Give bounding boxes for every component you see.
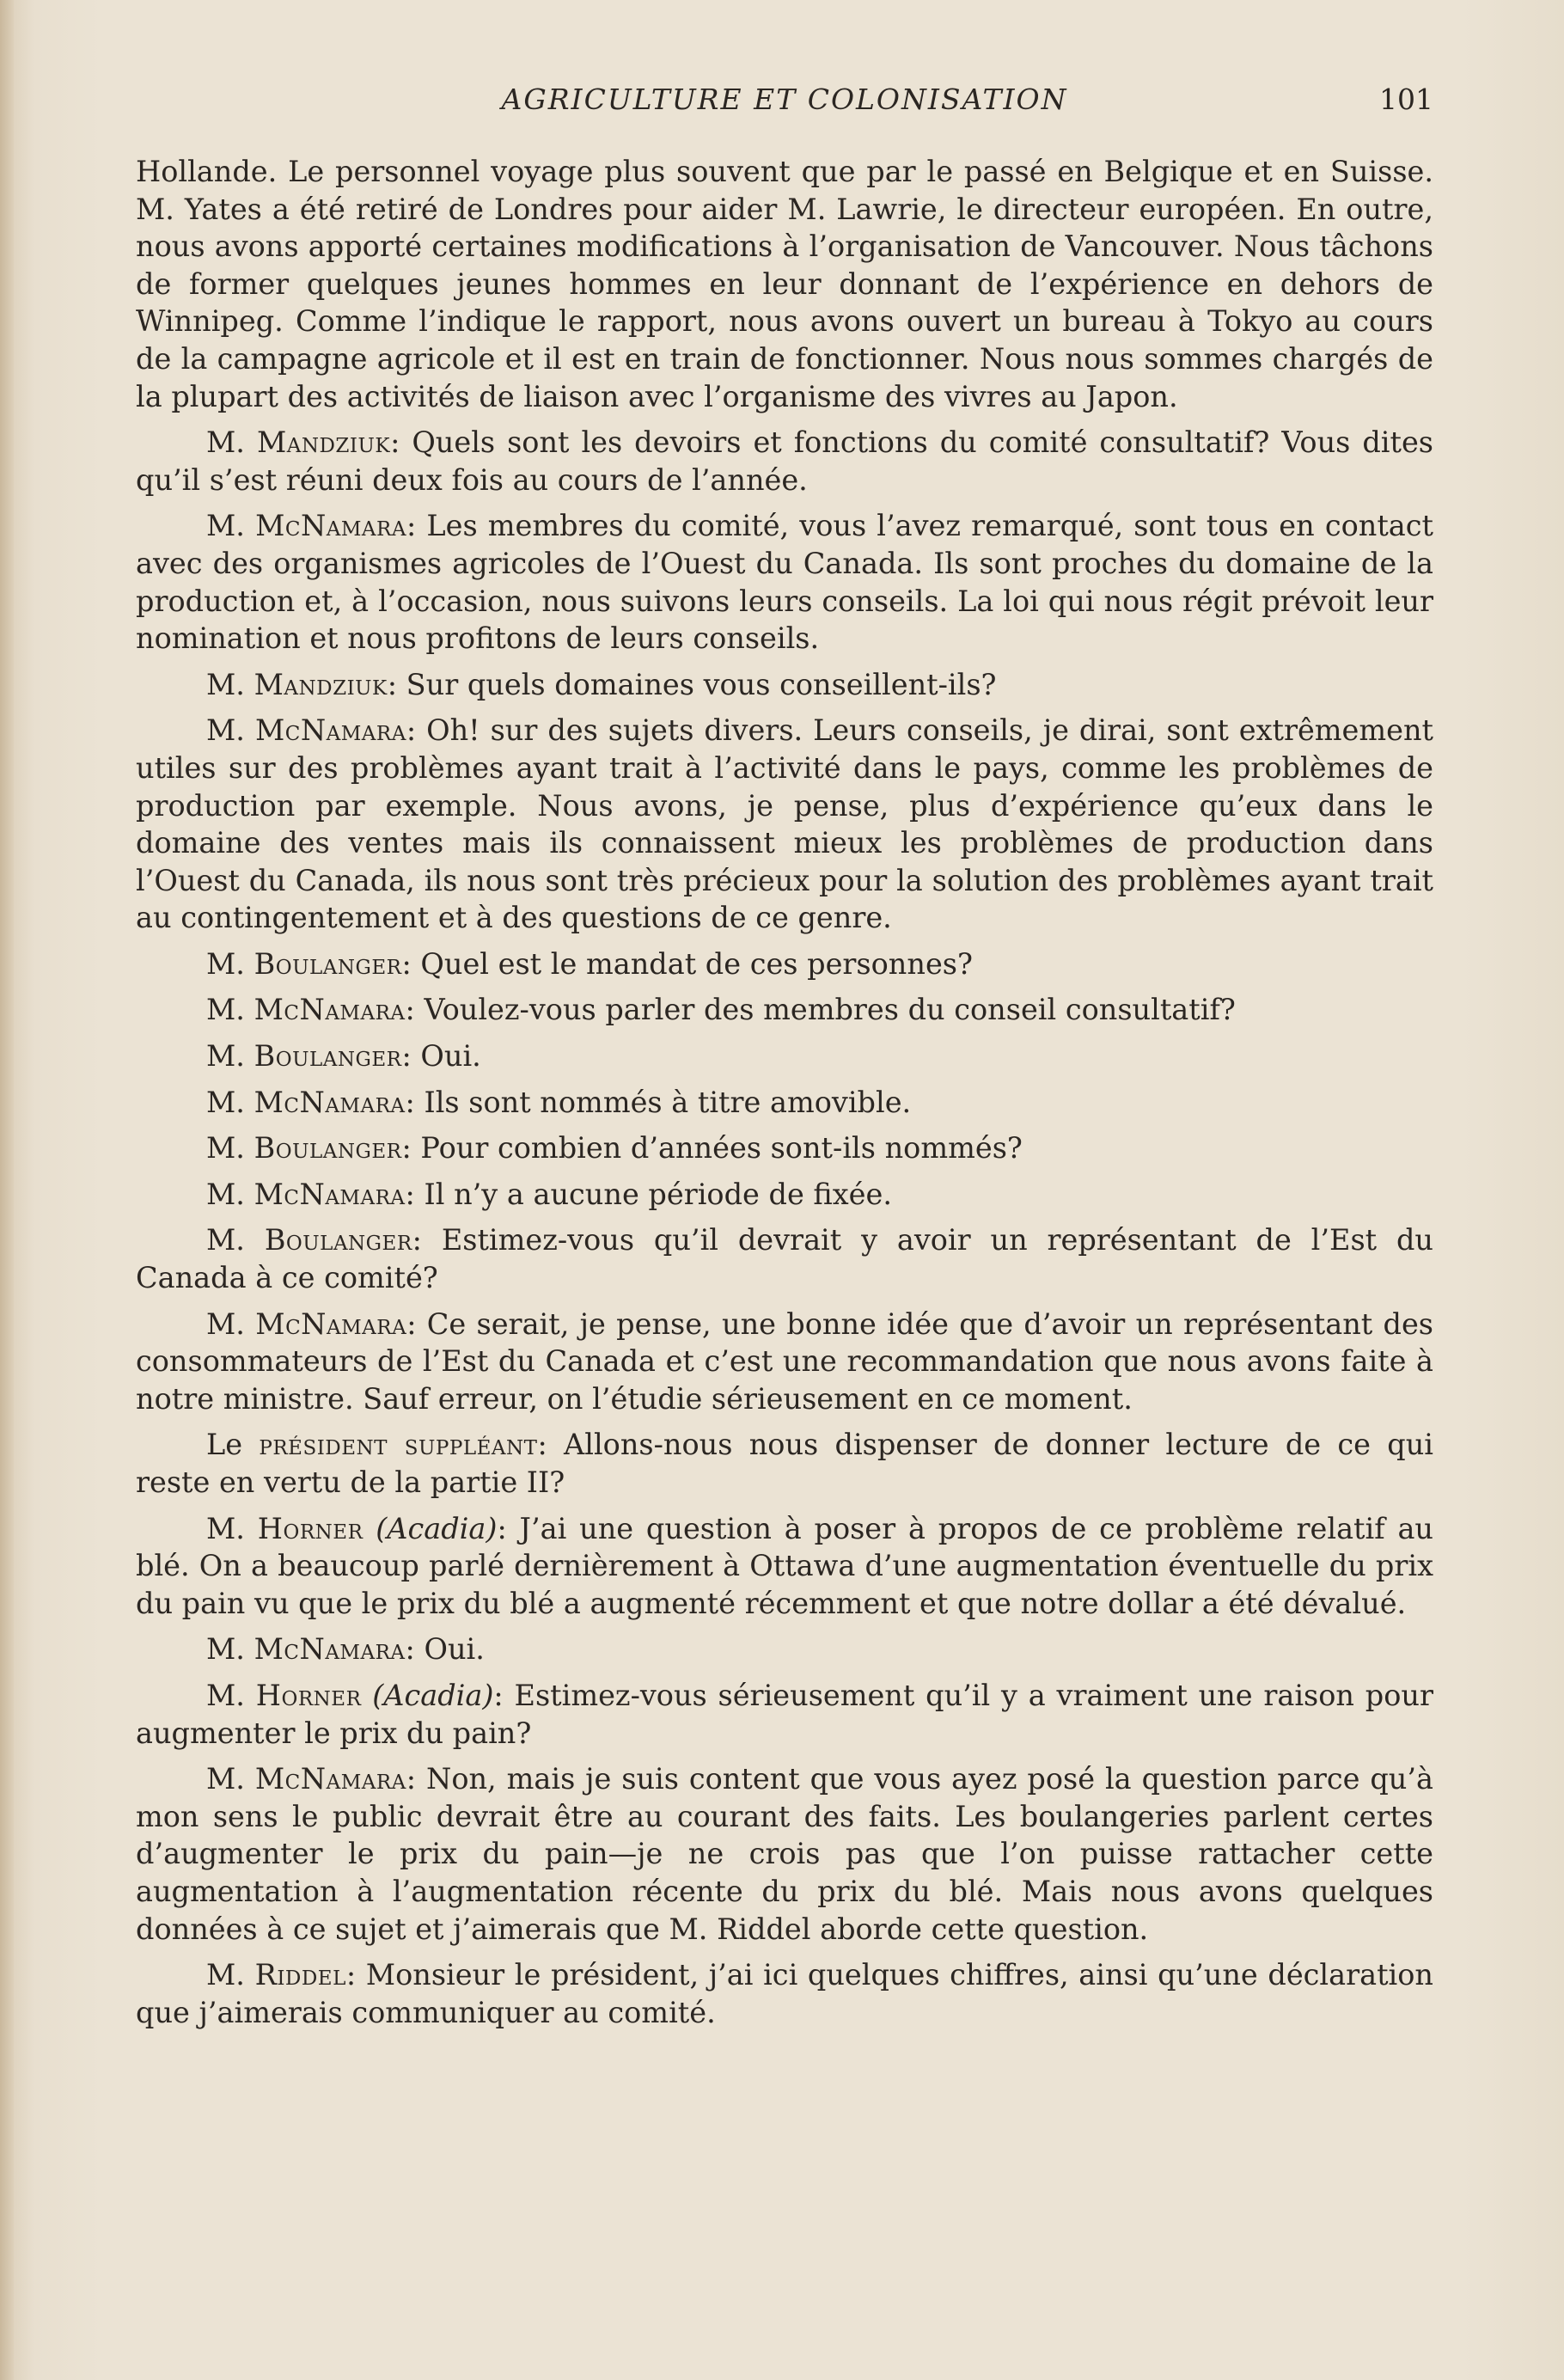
speaker-name: Boulanger [254,1039,402,1074]
speaker-prefix: M. [206,667,245,701]
paragraph-text: Voulez-vous parler des membres du conseil consultatif? [414,993,1236,1027]
speaker-prefix: M. [206,1177,245,1211]
speaker-colon: : [401,1131,412,1166]
dialogue-paragraph [136,1084,1433,1122]
speaker-colon: : [537,1428,547,1462]
body-text [136,153,1433,2040]
paragraph-text: Estimez-vous qu’il devrait y avoir un représentant de l’Est du Canada à ce comité? [136,1223,1433,1295]
speaker-colon: : [497,1511,507,1545]
dialogue-paragraph [136,1426,1433,1501]
speaker-prefix: M. [206,1306,245,1341]
dialogue-paragraph [136,1760,1433,1948]
speaker-colon: : [405,1177,415,1211]
dialogue-paragraph [136,666,1433,704]
speaker-colon: : [406,713,417,748]
dialogue-paragraph [136,1176,1433,1214]
speaker-prefix: M. [206,1958,245,1992]
paragraph-text: Oui. [411,1039,481,1074]
speaker-name: McNamara [254,993,406,1027]
speaker-colon: : [406,509,417,543]
dialogue-paragraph [136,712,1433,937]
paragraph-text: Hollande. Le personnel voyage plus souvent que par le passé en Belgique et en Suisse. M. Yates a été retiré de Londres pour aider M. Lawrie, le directeur européen. En outre, nous avons apporté certaines modifications à l’organisation de Vancouver. Nous tâchons de former quelques jeunes hommes en leur donnant de l’expérience en dehors de Winnipeg. Comme l’indique le rapport, nous avons ouvert un bureau à Tokyo au cours de la campagne agricole et il est en train de fonctionner. Nous nous sommes chargés de la plupart des activités de liaison avec l’organisme des vivres au Japon. [136,155,1433,413]
speaker-prefix: M. [206,1085,245,1119]
speaker-colon: : [345,1958,357,1992]
paragraph-text: Estimez-vous sérieusement qu’il y a vraiment une raison pour augmenter le prix du pain? [136,1678,1433,1750]
paragraph-text: Non, mais je suis content que vous ayez posé la question parce qu’à mon sens le public devrait être au courant des faits. Les boulangeries parlent certes d’augmenter le prix du pain—je ne crois pas que l’on puisse rattacher cette augmentation à l’augmentation récente du prix du blé. Mais nous avons quelques données à ce sujet et j’aimerais que M. Riddel aborde cette question. [136,1762,1433,1946]
speaker-name: Boulanger [254,1131,402,1166]
binding-edge [0,0,14,2380]
dialogue-paragraph [136,1129,1433,1167]
speaker-colon: : [412,1223,422,1257]
speaker-colon: : [405,993,415,1027]
page-number: 101 [1379,83,1433,116]
speaker-colon: : [390,425,400,460]
speaker-prefix: Le [206,1428,243,1462]
speaker-prefix: M. [206,425,245,460]
speaker-prefix: M. [206,1131,245,1166]
paragraph-text: Monsieur le président, j’ai ici quelques chiffres, ainsi qu’une déclaration que j’aimerais communiquer au comité. [136,1958,1434,2029]
speaker-colon: : [406,1306,417,1341]
speaker-name: McNamara [254,713,406,748]
paragraph-text: Quel est le mandat de ces personnes? [411,946,973,981]
dialogue-paragraph [136,945,1433,983]
speaker-prefix: M. [206,1678,245,1712]
speaker-name: Boulanger [264,1223,412,1257]
speaker-name: McNamara [254,1177,406,1211]
running-title: AGRICULTURE ET COLONISATION [501,83,1068,116]
speaker-name: Horner [255,1678,362,1712]
dialogue-paragraph [136,1037,1433,1075]
speaker-prefix: M. [206,1632,245,1667]
paragraph-text: J’ai une question à poser à propos de ce problème relatif au blé. On a beaucoup parlé dernièrement à Ottawa d’une augmentation éventuelle du prix du pain vu que le prix du blé a augmenté récemment et que notre dollar a été dévalué. [136,1511,1433,1620]
dialogue-paragraph [136,424,1433,499]
dialogue-paragraph [136,1306,1433,1418]
paragraph-text: Allons-nous nous dispenser de donner lecture de ce qui reste en vertu de la partie II? [136,1428,1433,1499]
speaker-prefix: M. [206,1762,245,1796]
speaker-name: McNamara [254,1762,406,1796]
running-head [136,83,1433,125]
paragraph-text: Ils sont nommés à titre amovible. [414,1085,912,1119]
speaker-colon: : [401,1039,412,1074]
speaker-colon: : [405,1085,415,1119]
speaker-colon: : [406,1762,417,1796]
speaker-riding: (Acadia) [372,1678,494,1712]
speaker-prefix: M. [206,946,245,981]
paragraph-text: Pour combien d’années sont-ils nommés? [411,1131,1023,1166]
speaker-prefix: M. [206,713,245,748]
paragraph-continuation [136,153,1433,415]
paragraph-text: Sur quels domaines vous conseillent-ils? [397,667,997,701]
dialogue-paragraph [136,1510,1433,1623]
paragraph-text: Oui. [414,1632,485,1667]
speaker-name: McNamara [255,1306,407,1341]
speaker-name: McNamara [255,509,406,543]
speaker-prefix: M. [206,993,245,1027]
speaker-name: président suppléant [259,1428,538,1462]
speaker-colon: : [401,946,412,981]
speaker-prefix: M. [206,1039,245,1074]
dialogue-paragraph [136,1221,1433,1296]
speaker-prefix: M. [206,509,245,543]
speaker-prefix: M. [206,1223,245,1257]
speaker-name: Riddel [254,1958,346,1992]
speaker-colon: : [387,667,398,701]
paragraph-text: Il n’y a aucune période de fixée. [414,1177,892,1211]
speaker-name: Boulanger [254,946,402,981]
speaker-name: Horner [257,1511,364,1545]
dialogue-paragraph [136,1677,1433,1752]
dialogue-paragraph [136,1956,1433,2031]
paragraph-text: Oh! sur des sujets divers. Leurs conseils, je dirai, sont extrêmement utiles sur des problèmes ayant trait à l’activité dans le pays, comme les problèmes de production par exemple. Nous avons, je pense, plus d’expérience qu’eux dans le domaine des ventes mais ils connaissent mieux les problèmes de production dans l’Ouest du Canada, ils nous sont très précieux pour la solution des problèmes ayant trait au contingentement et à des questions de ce genre. [136,713,1434,935]
dialogue-paragraph [136,991,1433,1029]
speaker-name: McNamara [254,1085,406,1119]
dialogue-paragraph [136,507,1433,657]
paragraph-text: Quels sont les devoirs et fonctions du comité consultatif? Vous dites qu’il s’est réuni deux fois au cours de l’année. [136,425,1433,497]
speaker-colon: : [405,1632,415,1667]
speaker-riding: (Acadia) [376,1511,498,1545]
speaker-name: Mandziuk [256,425,391,460]
paragraph-text: Les membres du comité, vous l’avez remarqué, sont tous en contact avec des organismes agricoles de l’Ouest du Canada. Ils sont proches du domaine de la production et, à l’occasion, nous suivons leurs conseils. La loi qui nous régit prévoit leur nomination et nous profitons de leurs conseils. [136,509,1433,656]
speaker-name: McNamara [254,1632,406,1667]
speaker-colon: : [493,1678,504,1712]
speaker-name: Mandziuk [254,667,388,701]
dialogue-paragraph [136,1631,1433,1668]
paragraph-text: Ce serait, je pense, une bonne idée que d’avoir un représentant des consommateurs de l’Est du Canada et c’est une recommandation que nous avons faite à notre ministre. Sauf erreur, on l’étudie sérieusement en ce moment. [136,1306,1434,1416]
speaker-prefix: M. [206,1511,245,1545]
